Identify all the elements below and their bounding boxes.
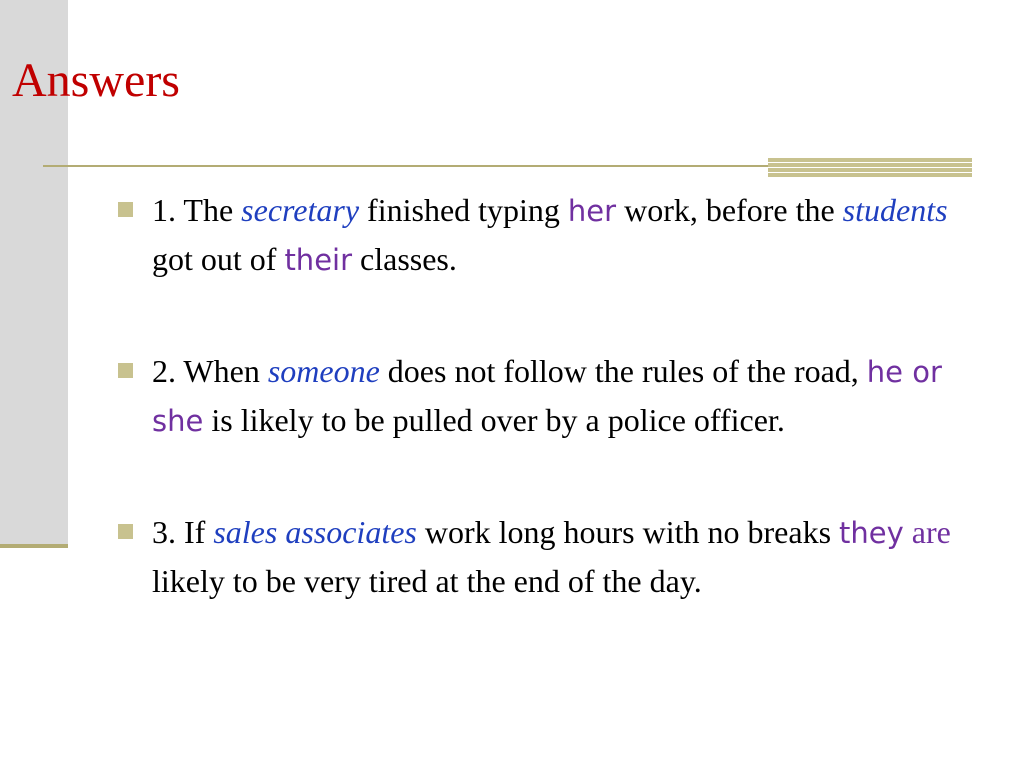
bullet-text-1: [152, 192, 948, 277]
bullet-item-2: [114, 347, 970, 445]
bullet-text-2: [152, 353, 942, 438]
text-segment: work, before the: [616, 192, 843, 228]
antecedent-word: sales associates: [213, 514, 417, 550]
slide-title: Answers: [12, 54, 180, 107]
title-accent-stripes: [768, 158, 972, 178]
antecedent-word: someone: [267, 353, 380, 389]
text-segment: classes.: [352, 241, 457, 277]
text-segment: does not follow the rules of the road,: [379, 353, 867, 389]
antecedent-word: students: [842, 192, 948, 228]
bullet-item-3: [114, 508, 970, 605]
text-segment: got out of: [152, 241, 285, 277]
pronoun-word: their: [284, 243, 353, 277]
pronoun-word: her: [567, 194, 617, 228]
square-bullet-icon: [118, 363, 133, 378]
pronoun-word: he or she: [152, 355, 942, 438]
square-bullet-icon: [118, 524, 133, 539]
bullet-list: [114, 186, 970, 605]
text-segment: work long hours with no breaks: [416, 514, 840, 550]
text-segment: is likely to be pulled over by a police officer.: [203, 402, 785, 438]
bullet-text-3: [152, 514, 951, 599]
text-segment: [904, 514, 912, 550]
text-segment: 2. When: [152, 353, 268, 389]
text-segment: 3. If: [152, 514, 214, 550]
bullet-item-1: [114, 186, 970, 284]
text-segment: finished typing: [359, 192, 568, 228]
side-bar-base: [0, 544, 68, 548]
text-segment: 1. The: [152, 192, 242, 228]
title-divider: [43, 165, 768, 167]
antecedent-word: secretary: [241, 192, 360, 228]
pronoun-word: they: [839, 516, 904, 550]
square-bullet-icon: [118, 202, 133, 217]
text-segment: likely to be very tired at the end of the day.: [152, 563, 702, 599]
verb-word: are: [911, 514, 951, 550]
